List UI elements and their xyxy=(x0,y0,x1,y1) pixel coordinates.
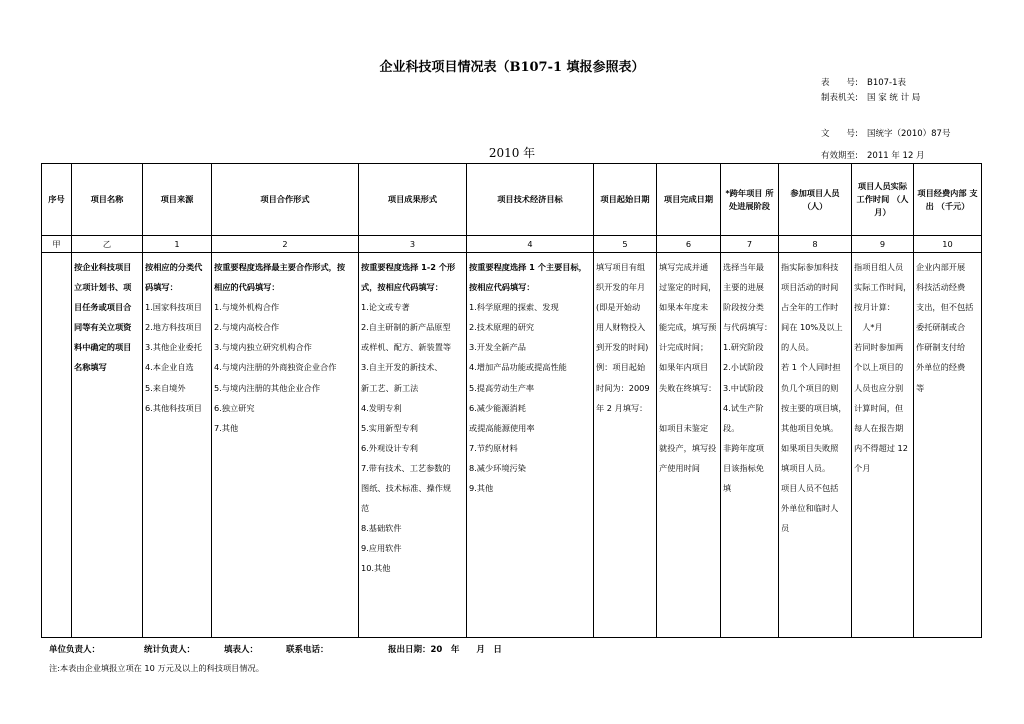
instruction-line: 6.独立研究 xyxy=(214,402,255,413)
instruction-line: 织开发的年月 xyxy=(596,282,646,293)
header-cell: 项目起始日期 xyxy=(594,164,657,236)
instruction-line: 按重要程度选择最主要合作形式，按 xyxy=(214,262,346,272)
signature-footer xyxy=(49,643,502,655)
instruction-line: 阶段按分类 xyxy=(723,302,764,313)
instruction-line: 填 xyxy=(723,483,732,494)
instruction-cell xyxy=(721,253,779,638)
instruction-line: 同等有关立项资 xyxy=(74,322,132,333)
instruction-cell xyxy=(143,253,212,638)
instruction-line: 时间为：2009 xyxy=(596,382,650,393)
instruction-line: 其他项目免填。 xyxy=(781,422,839,433)
meta-document-number-value: 国统字（2010）87号 xyxy=(867,129,951,139)
instruction-line: 外单位的经费 xyxy=(916,362,966,373)
instruction-line: 4.试生产阶 xyxy=(723,402,764,413)
instruction-line: 目该指标免 xyxy=(723,462,764,473)
instruction-line: 7.带有技术、工艺参数的 xyxy=(361,462,451,473)
instruction-line: 3.开发全新产品 xyxy=(469,342,526,353)
instruction-line: 1.研究阶段 xyxy=(723,342,764,353)
instruction-line: 按主要的项目填， xyxy=(781,402,847,413)
instruction-line: 委托研制或合 xyxy=(916,322,966,333)
header-cell: 序号 xyxy=(42,164,72,236)
instruction-cell xyxy=(852,253,914,638)
instruction-line: 与代码填写： xyxy=(723,322,773,333)
code-cell: 5 xyxy=(594,236,657,253)
form-title: 企业科技项目情况表（B107-1 填报参照表） xyxy=(379,60,645,75)
instruction-line: 主要的进展 xyxy=(723,282,764,293)
instruction-line: 2.技术原理的研究 xyxy=(469,322,535,333)
meta-issuing-authority-key: 制表机关: xyxy=(821,93,858,103)
footer-report-date: 报出日期：20 年 月 日 xyxy=(388,645,502,655)
meta-issuing-authority-value: 国 家 统 计 局 xyxy=(867,93,921,103)
instruction-line: 等 xyxy=(916,382,925,393)
instruction-line: 4.与境内注册的外商独资企业合作 xyxy=(214,362,337,373)
report-year: 2010 年 xyxy=(488,146,536,160)
instruction-line: 到开发的时间) xyxy=(596,342,649,353)
instruction-cell xyxy=(657,253,721,638)
header-cell: 项目名称 xyxy=(72,164,143,236)
project-table xyxy=(41,163,982,638)
instruction-line xyxy=(659,398,718,418)
code-cell: 4 xyxy=(467,236,594,253)
instruction-cell xyxy=(42,253,72,638)
instruction-cell xyxy=(779,253,852,638)
instruction-line: 如果本年度未 xyxy=(659,302,709,313)
instruction-line: 目任务或项目合 xyxy=(74,302,132,313)
instruction-line: 指项目组人员 xyxy=(854,262,904,272)
meta-table-number-value: B107-1表 xyxy=(867,78,907,88)
instruction-line: 若同时参加两 xyxy=(854,342,904,353)
instruction-line: 7.节约原材料 xyxy=(469,442,518,453)
instruction-line: (即是开始动 xyxy=(596,302,641,313)
instruction-line: 4.本企业自选 xyxy=(145,362,194,373)
instruction-line: 失败在终填写： xyxy=(659,382,717,393)
instruction-line: 3.与境内独立研究机构合作 xyxy=(214,342,312,353)
meta-document-number xyxy=(821,127,950,141)
header-cell: 项目完成日期 xyxy=(657,164,721,236)
header-cell: 项目合作形式 xyxy=(212,164,359,236)
instruction-line: 计算时间，但 xyxy=(854,402,904,413)
instruction-line: 选择当年最 xyxy=(723,262,764,272)
footer-phone: 联系电话： xyxy=(286,645,329,655)
instruction-line: 3.其他企业委托 xyxy=(145,342,202,353)
footer-unit-head: 单位负责人： xyxy=(49,645,101,655)
instruction-line: 9.其他 xyxy=(469,483,494,494)
instruction-line: 新工艺、新工法 xyxy=(361,382,419,393)
meta-document-number-key: 文 号: xyxy=(821,129,858,139)
header-cell: *跨年项目 所处进展阶段 xyxy=(721,164,779,236)
instruction-cell xyxy=(359,253,467,638)
instruction-line: 若 1 个人同时担 xyxy=(781,362,841,373)
instruction-line: 料中确定的项目 xyxy=(74,342,132,353)
instruction-line: 5.实用新型专利 xyxy=(361,422,418,433)
instruction-line: 1.国家科技项目 xyxy=(145,302,202,313)
instruction-line: 项目活动的时间 xyxy=(781,282,839,293)
instruction-line: 的人员。 xyxy=(781,342,814,353)
instruction-line: 立项计划书、项 xyxy=(74,282,132,293)
instruction-line: 10.其他 xyxy=(361,563,391,574)
instruction-line: 5.来自境外 xyxy=(145,382,186,393)
instruction-line: 按相应代码填写： xyxy=(469,282,535,293)
instruction-line: 6.外观设计专利 xyxy=(361,442,418,453)
instruction-line: 人*月 xyxy=(854,322,883,333)
instruction-line: 1.与境外机构合作 xyxy=(214,302,280,313)
instruction-line: 5.提高劳动生产率 xyxy=(469,382,535,393)
instruction-line: 员 xyxy=(781,523,790,534)
footnote: 注:本表由企业填报立项在 10 万元及以上的科技项目情况。 xyxy=(49,663,264,673)
instruction-line: 负几个项目的则 xyxy=(781,382,839,393)
instruction-line: 个以上项目的 xyxy=(854,362,904,373)
instruction-line: 图纸、技术标准、操作规 xyxy=(361,483,452,494)
instruction-line: 企业内部开展 xyxy=(916,262,966,272)
meta-table-number xyxy=(821,76,906,90)
instruction-cell xyxy=(212,253,359,638)
instruction-line: 相应的代码填写： xyxy=(214,282,280,293)
header-cell: 项目技术经济目标 xyxy=(467,164,594,236)
instruction-line: 外单位和临时人 xyxy=(781,503,839,514)
code-cell: 7 xyxy=(721,236,779,253)
instruction-line: 4.发明专利 xyxy=(361,402,402,413)
instruction-row xyxy=(42,253,982,638)
instruction-line: 8.基础软件 xyxy=(361,523,402,534)
instruction-line: 个月 xyxy=(854,462,871,473)
instruction-line: 如果年内项目 xyxy=(659,362,709,373)
instruction-line: 7.其他 xyxy=(214,422,239,433)
instruction-cell xyxy=(594,253,657,638)
instruction-line: 项目人员不包括 xyxy=(781,483,839,494)
instruction-line: 作研制支付给 xyxy=(916,342,966,353)
instruction-line: 式，按相应代码填写： xyxy=(361,282,443,293)
instruction-line: 能完成，填写预 xyxy=(659,322,717,333)
instruction-line: 码填写： xyxy=(145,282,178,293)
instruction-line: 1.科学原理的探索、发现 xyxy=(469,302,559,313)
instruction-line: 2.小试阶段 xyxy=(723,362,764,373)
code-cell: 10 xyxy=(914,236,982,253)
instruction-line: 4.增加产品功能或提高性能 xyxy=(469,362,567,373)
instruction-line: 5.与境内注册的其他企业合作 xyxy=(214,382,321,393)
instruction-line: 内不得超过 12 xyxy=(854,442,908,453)
instruction-line: 按月计算： xyxy=(854,302,895,313)
instruction-line: 如果项目失败照 xyxy=(781,442,839,453)
instruction-line: 计完成时间； xyxy=(659,342,709,353)
instruction-line: 按重要程度选择 1-2 个形 xyxy=(361,262,456,272)
meta-valid-until-key: 有效期至: xyxy=(821,151,858,161)
instruction-line: 或样机、配方、新装置等 xyxy=(361,342,452,353)
code-cell: 甲 xyxy=(42,236,72,253)
header-cell: 项目成果形式 xyxy=(359,164,467,236)
instruction-line: 段。 xyxy=(723,422,740,433)
instruction-line: 2.与境内高校合作 xyxy=(214,322,280,333)
instruction-line: 填项目人员。 xyxy=(781,462,831,473)
instruction-line: 间在 10%及以上 xyxy=(781,322,843,333)
instruction-line: 2.自主研制的新产品原型 xyxy=(361,322,451,333)
instruction-line: 如项目未鉴定 xyxy=(659,422,709,433)
instruction-line: 非跨年度项 xyxy=(723,442,764,453)
meta-issuing-authority xyxy=(821,91,920,105)
instruction-line: 过鉴定的时间， xyxy=(659,282,717,293)
instruction-line: 范 xyxy=(361,503,370,514)
code-cell: 2 xyxy=(212,236,359,253)
code-cell: 3 xyxy=(359,236,467,253)
code-cell: 6 xyxy=(657,236,721,253)
instruction-line: 实际工作时间， xyxy=(854,282,912,293)
code-cell: 8 xyxy=(779,236,852,253)
instruction-line: 按相应的分类代 xyxy=(145,262,203,272)
header-row xyxy=(42,164,982,236)
code-row xyxy=(42,236,982,253)
instruction-line: 9.应用软件 xyxy=(361,543,402,554)
instruction-line: 按重要程度选择 1 个主要目标， xyxy=(469,262,587,272)
instruction-line: 3.自主开发的新技术、 xyxy=(361,362,443,373)
instruction-line: 支出，但不包括 xyxy=(916,302,974,313)
instruction-line: 人员也应分别 xyxy=(854,382,904,393)
header-cell: 参加项目人员 （人） xyxy=(779,164,852,236)
footer-filler: 填表人： xyxy=(224,645,259,655)
footer-stats-head: 统计负责人： xyxy=(144,645,196,655)
code-cell: 9 xyxy=(852,236,914,253)
header-cell: 项目经费内部 支出 （千元） xyxy=(914,164,982,236)
instruction-line: 1.论文或专著 xyxy=(361,302,410,313)
code-cell: 乙 xyxy=(72,236,143,253)
instruction-cell xyxy=(467,253,594,638)
code-cell: 1 xyxy=(143,236,212,253)
instruction-cell xyxy=(72,253,143,638)
instruction-line: 6.其他科技项目 xyxy=(145,402,202,413)
instruction-line: 年 2 月填写： xyxy=(596,402,648,413)
instruction-line: 填写项目有组 xyxy=(596,262,646,272)
instruction-line: 用人财物投入 xyxy=(596,322,646,333)
instruction-line: 6.减少能源消耗 xyxy=(469,402,526,413)
instruction-line: 每人在报告期 xyxy=(854,422,904,433)
header-cell: 项目人员实际 工作时间 （人月） xyxy=(852,164,914,236)
instruction-line: 产使用时间 xyxy=(659,462,700,473)
instruction-line: 例：项目起始 xyxy=(596,362,646,373)
instruction-line: 按企业科技项目 xyxy=(74,262,132,272)
instruction-line: 填写完成并通 xyxy=(659,262,709,272)
meta-table-number-key: 表 号: xyxy=(821,78,858,88)
instruction-line: 占全年的工作时 xyxy=(781,302,839,313)
instruction-line: 2.地方科技项目 xyxy=(145,322,202,333)
instruction-line: 3.中试阶段 xyxy=(723,382,764,393)
instruction-line: 或提高能源使用率 xyxy=(469,422,535,433)
instruction-line: 指实际参加科技 xyxy=(781,262,839,272)
header-cell: 项目来源 xyxy=(143,164,212,236)
instruction-line: 名称填写 xyxy=(74,362,107,373)
instruction-line: 8.减少环境污染 xyxy=(469,462,526,473)
meta-valid-until-value: 2011 年 12 月 xyxy=(867,151,925,161)
instruction-line: 科技活动经费 xyxy=(916,282,966,293)
instruction-cell xyxy=(914,253,982,638)
instruction-line: 就投产，填写投 xyxy=(659,442,717,453)
